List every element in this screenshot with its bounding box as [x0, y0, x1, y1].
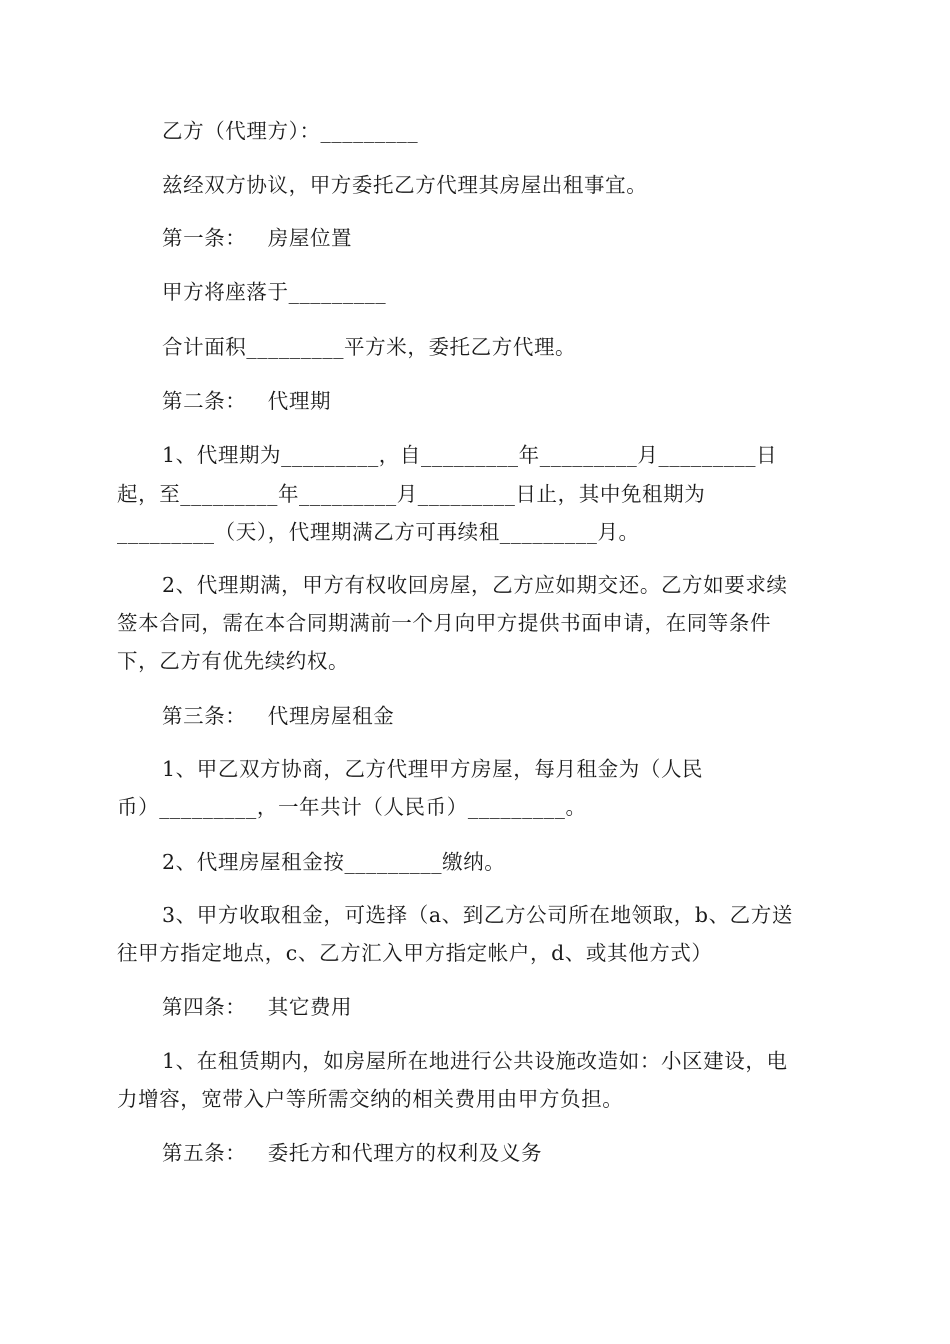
article-4-heading: 第四条： 其它费用 — [162, 995, 353, 1019]
article-2-clause-1-line-2: 起，至_________年_________月_________日止，其中免租期为 — [117, 482, 706, 506]
article-3-clause-3-line-1: 3、甲方收取租金，可选择（a、到乙方公司所在地领取，b、乙方送 — [162, 903, 793, 927]
article-2-clause-2-line-2: 签本合同，需在本合同期满前一个月向甲方提供书面申请，在同等条件 — [117, 611, 772, 635]
article-4-clause-1-line-1: 1、在租赁期内，如房屋所在地进行公共设施改造如：小区建设，电 — [162, 1049, 788, 1073]
article-3-clause-3-line-2: 往甲方指定地点，c、乙方汇入甲方指定帐户，d、或其他方式） — [117, 941, 713, 965]
article-1-heading: 第一条： 房屋位置 — [162, 226, 353, 250]
article-1-location: 甲方将座落于_________ — [162, 280, 387, 304]
article-2-clause-2-line-3: 下，乙方有优先续约权。 — [117, 649, 350, 673]
article-2-clause-2-line-1: 2、代理期满，甲方有权收回房屋，乙方应如期交还。乙方如要求续 — [162, 573, 788, 597]
agreement-intro: 兹经双方协议，甲方委托乙方代理其房屋出租事宜。 — [162, 173, 648, 197]
article-4-clause-1-line-2: 力增容，宽带入户等所需交纳的相关费用由甲方负担。 — [117, 1087, 624, 1111]
party-b-line: 乙方（代理方）：_________ — [162, 119, 419, 143]
article-1-area: 合计面积_________平方米，委托乙方代理。 — [162, 335, 577, 359]
article-2-clause-1-line-3: _________（天），代理期满乙方可再续租_________月。 — [117, 520, 640, 544]
article-2-heading: 第二条： 代理期 — [162, 389, 332, 413]
article-3-heading: 第三条： 代理房屋租金 — [162, 704, 395, 728]
article-5-heading: 第五条： 委托方和代理方的权利及义务 — [162, 1141, 543, 1165]
article-3-clause-1-line-1: 1、甲乙双方协商，乙方代理甲方房屋，每月租金为（人民 — [162, 757, 704, 781]
article-2-clause-1-line-1: 1、代理期为_________，自_________年_________月_________日 — [162, 443, 778, 467]
article-3-clause-2: 2、代理房屋租金按_________缴纳。 — [162, 850, 506, 874]
article-3-clause-1-line-2: 币）_________，一年共计（人民币）_________。 — [117, 795, 587, 819]
